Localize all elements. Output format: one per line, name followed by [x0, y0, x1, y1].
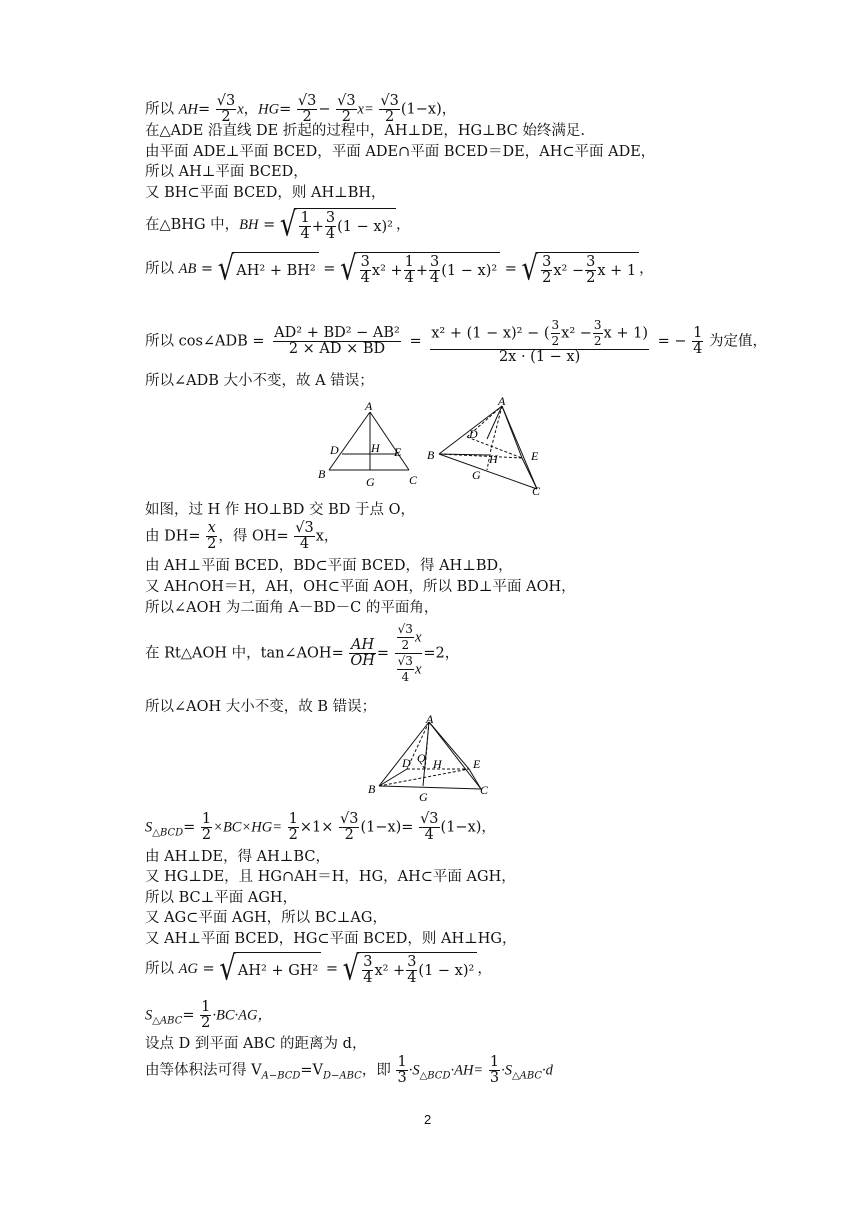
- label-d: D: [469, 427, 478, 441]
- radical: √ AH² + BH²: [218, 252, 319, 286]
- radical: √ AH² + GH²: [219, 952, 321, 986]
- fraction: $\frac{x}{2}$: [207, 520, 217, 552]
- label-g: G: [366, 475, 375, 489]
- label-d: D: [330, 443, 339, 457]
- fraction: x² + (1 − x)² − ( $\frac{3}{2}$ x² − $\frac{3}{2}$ x + 1) 2x · (1 − x): [431, 318, 648, 365]
- text-line: 又 AH⊥平面 BCED，HG⊂平面 BCED，则 AH⊥HG，: [145, 931, 517, 947]
- fraction: $\frac{√3}{2}$: [297, 93, 317, 125]
- text-line: 如图，过 H 作 HO⊥BD 交 BD 于点 O，: [145, 502, 416, 518]
- fraction: $\frac{√3}{2}$: [339, 811, 359, 843]
- fraction: $\frac{1}{2}$: [288, 811, 298, 843]
- line-ag: 所以 AG = √ AH² + GH² = √ $\frac{3}{4}$ x² + $\frac{3}{4}$ (1 − x)² ，: [145, 949, 492, 989]
- text-line: 在△ADE 沿直线 DE 折起的过程中，AH⊥DE，HG⊥BC 始终满足.: [145, 123, 585, 139]
- page-number: 2: [424, 1112, 432, 1127]
- line-ab: 所以 AB = √ AH² + BH² = √ $\frac{3}{4}$ x² + $\frac{1}{4}$ + $\frac{3}{4}$ (1 − x)² = √ $\frac{3}{2}$ x² − $\frac{3}{2}$ x + 1 ，: [145, 249, 654, 289]
- label-h: H: [489, 452, 498, 466]
- text-line: 又 BH⊂平面 BCED，则 AH⊥BH，: [145, 185, 386, 201]
- label-a: A: [498, 394, 506, 408]
- text-line: 由 AH⊥DE，得 AH⊥BC，: [145, 849, 330, 865]
- line-ah-hg: 所以 AH= $\frac{√3}{2}$ x，HG= $\frac{√3}{2}$ − $\frac{√3}{2}$ x= $\frac{√3}{2}$ (1−x)，: [145, 93, 457, 125]
- label-g: G: [419, 790, 428, 804]
- text-line: 又 AG⊂平面 AGH，所以 BC⊥AG，: [145, 910, 387, 926]
- label-e: E: [473, 757, 481, 771]
- fraction: $\frac{1}{4}$: [693, 325, 703, 357]
- text-line: 又 HG⊥DE，且 HG∩AH＝H，HG，AH⊂平面 AGH，: [145, 869, 516, 885]
- radical: √ $\frac{3}{2}$ x² − $\frac{3}{2}$ x + 1: [522, 252, 640, 286]
- line-cos-adb: 所以 cos∠ADB = $\frac{\text{AD² + BD² − AB²}}{2 \times AD \times BD}$ = x² + (1 − x)² − ( $\frac{3}{2}$ x² − $\frac{3}{2}$ x + 1) 2x · (1 − x) = − $\frac{1}{4}$ 为定值，: [145, 318, 767, 365]
- line-s-bcd: $S_{\triangle BCD}=$ $\frac{1}{2}$ ×BC×HG= $\frac{1}{2}$ ×1× $\frac{√3}{2}$ (1−x)= $\frac{√3}{4}$ (1−x)，: [145, 811, 496, 843]
- text-line: 由平面 ADE⊥平面 BCED，平面 ADE∩平面 BCED＝DE，AH⊂平面 ADE，: [145, 144, 656, 160]
- fraction: $\frac{√3}{2}$: [216, 93, 236, 125]
- line-dh-oh: 由 DH= $\frac{x}{2}$ ，得 OH= $\frac{√3}{4}$ x，: [145, 520, 339, 552]
- label-c: C: [480, 783, 489, 797]
- label-c: C: [409, 473, 418, 487]
- text-line: 所以∠AOH 为二面角 A－BD－C 的平面角，: [145, 600, 439, 616]
- label-g: G: [472, 468, 481, 482]
- fraction: $\frac{1}{2}$: [201, 811, 212, 843]
- label-d: D: [402, 756, 411, 770]
- text-line: 所以∠AOH 大小不变，故 B 错误；: [145, 699, 377, 715]
- label-h: H: [371, 441, 380, 455]
- figure-folded: [425, 395, 555, 497]
- label-b: B: [427, 448, 435, 462]
- text-line: 所以 AH⊥平面 BCED，: [145, 164, 308, 180]
- fraction: $\frac{√3}{4}$: [295, 520, 314, 552]
- fraction: $\frac{√3}{2}$ x $\frac{√3}{4}$ x: [395, 622, 423, 685]
- line-tan-aoh: 在 Rt△AOH 中，tan∠AOH= $\frac{AH}{OH}$ = $\frac{√3}{2}$ x $\frac{√3}{4}$ x =2，: [145, 622, 460, 684]
- fraction: $\frac{√3}{2}$: [380, 93, 399, 125]
- label-e: E: [531, 449, 539, 463]
- line-bh: 在△BHG 中，BH = √ $\frac{1}{4}$ + $\frac{3}{4}$ (1 − x)² ，: [145, 205, 411, 245]
- label-b: B: [318, 467, 326, 481]
- label-e: E: [394, 445, 402, 459]
- figure-flat-triangle: [315, 398, 418, 490]
- label-a: A: [365, 399, 373, 413]
- label-c: C: [532, 484, 541, 498]
- line-s-abc: $S_{\triangle ABC}=$ $\frac{1}{2}$ ·BC·AG，: [145, 999, 272, 1031]
- label-h: H: [433, 757, 442, 771]
- label-b: B: [368, 782, 376, 796]
- radical: √ $\frac{3}{4}$ x² + $\frac{3}{4}$ (1 − x)²: [343, 952, 478, 986]
- fraction: $\frac{1}{3}$: [489, 1054, 500, 1086]
- fraction: $\frac{1}{3}$: [397, 1054, 407, 1086]
- text-line: 又 AH∩OH＝H，AH，OH⊂平面 AOH，所以 BD⊥平面 AOH，: [145, 579, 576, 595]
- line-volume: 由等体积法可得 $V_{A-BCD}=V_{D-ABC}$，即 $\frac{1}{3}$ $\cdot S_{\triangle BCD}\cdot AH=$ $\frac{1}{3}$ $\cdot S_{\triangle ABC}\cdot d$: [145, 1054, 553, 1086]
- radical: √ $\frac{1}{4}$ + $\frac{3}{4}$ (1 − x)²: [280, 208, 396, 242]
- label-a: A: [426, 712, 434, 726]
- radical: √ $\frac{3}{4}$ x² + $\frac{1}{4}$ + $\frac{3}{4}$ (1 − x)²: [340, 252, 500, 286]
- text-line: 所以∠ADB 大小不变，故 A 错误；: [145, 373, 374, 389]
- fraction: $\frac{1}{2}$: [201, 999, 211, 1031]
- label-o: O: [417, 751, 426, 765]
- figure-dihedral: [365, 713, 495, 805]
- fraction: $\frac{√3}{2}$: [337, 93, 356, 125]
- text-line: 所以 BC⊥平面 AGH，: [145, 890, 298, 906]
- fraction: $\frac{AH}{OH}$: [350, 637, 375, 669]
- text-line: 由 AH⊥平面 BCED，BD⊂平面 BCED，得 AH⊥BD，: [145, 558, 513, 574]
- fraction: $\frac{√3}{4}$: [420, 811, 439, 843]
- fraction: $\frac{\text{AD² + BD² − AB²}}{2 \times AD \times BD}$: [274, 325, 400, 357]
- text-line: 设点 D 到平面 ABC 的距离为 d，: [145, 1036, 367, 1052]
